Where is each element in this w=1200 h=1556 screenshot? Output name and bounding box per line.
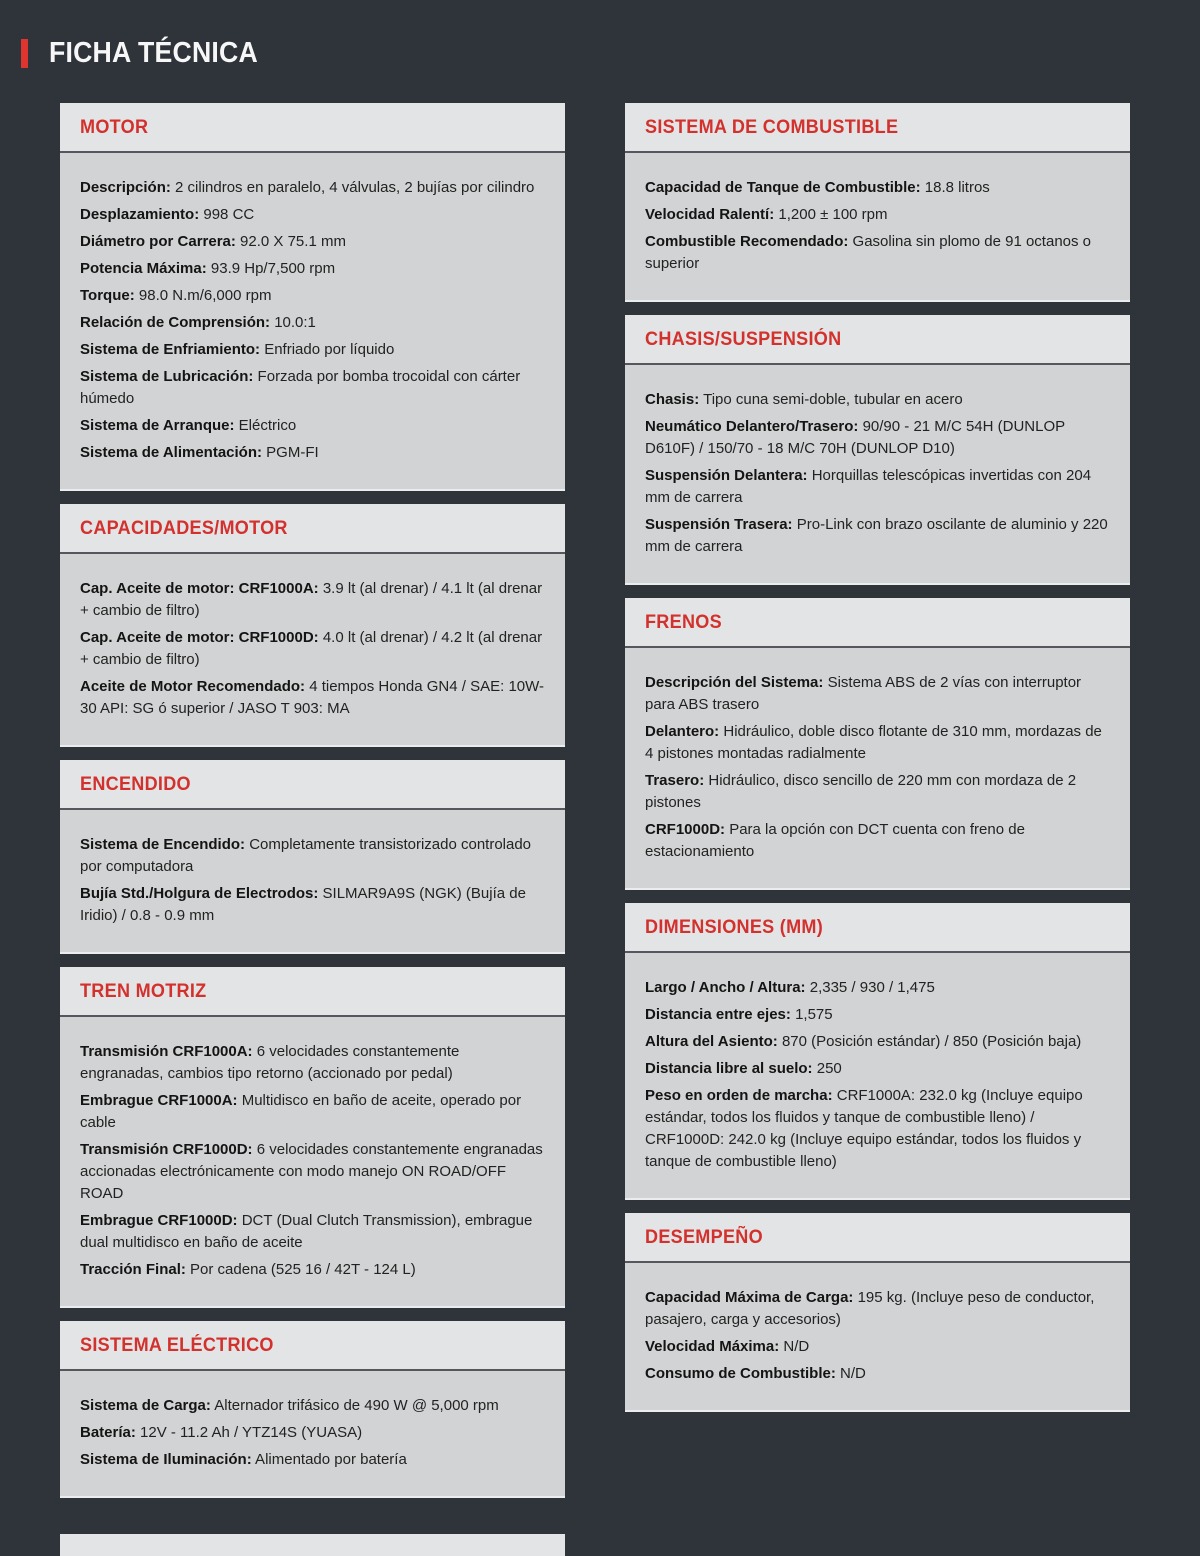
spec-card — [60, 1321, 565, 1498]
spec-line: Suspensión Trasera: Pro-Link con brazo oscilante de aluminio y 220 mm de carrera — [645, 516, 1108, 555]
section-title — [60, 504, 565, 554]
spec-card — [625, 103, 1130, 302]
section-body — [625, 153, 1130, 300]
spec-label: Sistema de Arranque: — [80, 417, 235, 434]
spec-line: Suspensión Delantera: Horquillas telescópicas invertidas con 204 mm de carrera — [645, 467, 1092, 506]
spec-label: Suspensión Delantera: — [645, 467, 808, 484]
spec-line: Largo / Ancho / Altura: 2,335 / 930 / 1,475 — [645, 979, 935, 996]
spec-line: Sistema de Carga: Alternador trifásico de 490 W @ 5,000 rpm — [80, 1397, 499, 1414]
spec-line: Sistema de Iluminación: Alimentado por batería — [80, 1451, 407, 1468]
section-body — [60, 153, 565, 489]
spec-label: Combustible Recomendado: — [645, 233, 849, 250]
section-title — [625, 1213, 1130, 1263]
spec-line: Capacidad Máxima de Carga: 195 kg. (Incluye peso de conductor, pasajero, carga y accesorios) — [645, 1289, 1095, 1328]
spec-label: Embrague CRF1000A: — [80, 1092, 238, 1109]
right-column — [625, 103, 1130, 1556]
spec-label: Bujía Std./Holgura de Electrodos: — [80, 885, 319, 902]
spec-line: Delantero: Hidráulico, doble disco flotante de 310 mm, mordazas de 4 pistones montadas radialmente — [645, 723, 1102, 762]
spec-label: Sistema de Iluminación: — [80, 1451, 252, 1468]
spec-line: Distancia libre al suelo: 250 — [645, 1060, 842, 1077]
section-title-text: TREN MOTRIZ — [80, 981, 207, 1002]
section-body — [60, 554, 565, 745]
spec-line: Sistema de Lubricación: Forzada por bomba trocoidal con cárter húmedo — [80, 368, 521, 407]
spec-line: Bujía Std./Holgura de Electrodos: SILMAR9A9S (NGK) (Bujía de Iridio) / 0.8 - 0.9 mm — [80, 885, 526, 924]
spec-label: Velocidad Máxima: — [645, 1338, 780, 1355]
section-title — [625, 103, 1130, 153]
spec-line: Desplazamiento: 998 CC — [80, 206, 255, 223]
spec-line: Consumo de Combustible: N/D — [645, 1365, 866, 1382]
spec-label: Sistema de Carga: — [80, 1397, 211, 1414]
spec-line: Potencia Máxima: 93.9 Hp/7,500 rpm — [80, 260, 336, 277]
spec-label: Batería: — [80, 1424, 136, 1441]
title-accent-bar — [21, 39, 28, 68]
spec-line: Combustible Recomendado: Gasolina sin plomo de 91 octanos o superior — [645, 233, 1092, 272]
spec-label: Altura del Asiento: — [645, 1033, 778, 1050]
spec-label: Capacidad de Tanque de Combustible: — [645, 179, 921, 196]
spec-label: Largo / Ancho / Altura: — [645, 979, 806, 996]
spec-line: Chasis: Tipo cuna semi-doble, tubular en acero — [645, 391, 963, 408]
spec-label: Delantero: — [645, 723, 720, 740]
spec-line: Altura del Asiento: 870 (Posición estándar) / 850 (Posición baja) — [645, 1033, 1082, 1050]
spec-line: Batería: 12V - 11.2 Ah / YTZ14S (YUASA) — [80, 1424, 363, 1441]
spec-label: CRF1000D: — [645, 821, 726, 838]
spec-card — [625, 315, 1130, 585]
section-title-text: CHASIS/SUSPENSIÓN — [645, 329, 842, 350]
spec-label: Cap. Aceite de motor: CRF1000A: — [80, 580, 319, 597]
spec-columns — [60, 103, 1130, 1556]
spec-label: Sistema de Encendido: — [80, 836, 246, 853]
spec-line: Descripción: 2 cilindros en paralelo, 4 válvulas, 2 bujías por cilindro — [80, 179, 535, 196]
section-title-text: DIMENSIONES (MM) — [645, 917, 824, 938]
spec-card — [60, 967, 565, 1308]
section-body — [625, 648, 1130, 888]
spec-label: Sistema de Enfriamiento: — [80, 341, 261, 358]
spec-label: Consumo de Combustible: — [645, 1365, 836, 1382]
spec-label: Cap. Aceite de motor: CRF1000D: — [80, 629, 319, 646]
section-title-text: CAPACIDADES/MOTOR — [80, 518, 288, 539]
section-title — [60, 760, 565, 810]
spec-label: Chasis: — [645, 391, 700, 408]
spec-line: Peso en orden de marcha: CRF1000A: 232.0 kg (Incluye equipo estándar, todos los fluidos y tanque de combustible lleno) / CRF1000D: 242.0 kg (Incluye equipo estándar, todos los fluidos y tanque de combustible lleno) — [645, 1087, 1083, 1170]
spec-line: Neumático Delantero/Trasero: 90/90 - 21 M/C 54H (DUNLOP D610F) / 150/70 - 18 M/C 70H (DUNLOP D10) — [645, 418, 1065, 457]
spec-label: Torque: — [80, 287, 135, 304]
spec-line: Cap. Aceite de motor: CRF1000D: 4.0 lt (al drenar) / 4.2 lt (al drenar + cambio de filtro) — [80, 629, 543, 668]
section-title-text: SISTEMA DE COMBUSTIBLE — [645, 117, 899, 138]
spec-label: Transmisión CRF1000A: — [80, 1043, 253, 1060]
spec-label: Trasero: — [645, 772, 705, 789]
section-body — [625, 953, 1130, 1198]
spec-label: Velocidad Ralentí: — [645, 206, 775, 223]
section-body — [625, 365, 1130, 583]
spec-line: Diámetro por Carrera: 92.0 X 75.1 mm — [80, 233, 346, 250]
spec-label: Diámetro por Carrera: — [80, 233, 236, 250]
spec-card — [625, 598, 1130, 890]
spec-line: Velocidad Máxima: N/D — [645, 1338, 810, 1355]
spec-card — [60, 760, 565, 954]
section-body — [60, 1017, 565, 1306]
section-body — [60, 1371, 565, 1496]
spec-label: Potencia Máxima: — [80, 260, 207, 277]
spec-label: Peso en orden de marcha: — [645, 1087, 833, 1104]
section-title — [60, 967, 565, 1017]
spec-label: Distancia libre al suelo: — [645, 1060, 813, 1077]
spec-line: Relación de Comprensión: 10.0:1 — [80, 314, 316, 331]
spec-label: Transmisión CRF1000D: — [80, 1141, 253, 1158]
spec-line: Descripción del Sistema: Sistema ABS de 2 vías con interruptor para ABS trasero — [645, 674, 1082, 713]
page-title: FICHA TÉCNICA — [49, 36, 258, 69]
section-title-text: SISTEMA ELÉCTRICO — [80, 1335, 274, 1356]
spec-line: Capacidad de Tanque de Combustible: 18.8 litros — [645, 179, 990, 196]
spec-label: Sistema de Alimentación: — [80, 444, 262, 461]
spec-line: Torque: 98.0 N.m/6,000 rpm — [80, 287, 272, 304]
spec-label: Desplazamiento: — [80, 206, 200, 223]
spec-line: Transmisión CRF1000A: 6 velocidades constantemente engranadas, cambios tipo retorno (accionado por pedal) — [80, 1043, 460, 1082]
spec-label: Descripción: — [80, 179, 171, 196]
section-title — [60, 103, 565, 153]
left-column — [60, 103, 565, 1556]
spec-line: Embrague CRF1000A: Multidisco en baño de aceite, operado por cable — [80, 1092, 522, 1131]
spec-line: Aceite de Motor Recomendado: 4 tiempos Honda GN4 / SAE: 10W-30 API: SG ó superior / JASO T 903: MA — [80, 678, 545, 717]
spec-line: Tracción Final: Por cadena (525 16 / 42T - 124 L) — [80, 1261, 416, 1278]
section-title-text: ENCENDIDO — [80, 774, 191, 795]
section-title-text: FRENOS — [645, 612, 722, 633]
section-body — [60, 810, 565, 952]
spec-line: Sistema de Arranque: Eléctrico — [80, 417, 297, 434]
spec-label: Sistema de Lubricación: — [80, 368, 254, 385]
spec-line: Distancia entre ejes: 1,575 — [645, 1006, 833, 1023]
spec-line: Cap. Aceite de motor: CRF1000A: 3.9 lt (al drenar) / 4.1 lt (al drenar + cambio de filtro) — [80, 580, 543, 619]
spec-label: Embrague CRF1000D: — [80, 1212, 238, 1229]
spec-card — [625, 1213, 1130, 1412]
section-title — [625, 903, 1130, 953]
spec-label: Tracción Final: — [80, 1261, 186, 1278]
spec-line: Embrague CRF1000D: DCT (Dual Clutch Transmission), embrague dual multidisco en baño de aceite — [80, 1212, 533, 1251]
spec-label: Suspensión Trasera: — [645, 516, 793, 533]
spec-line: Sistema de Enfriamiento: Enfriado por líquido — [80, 341, 395, 358]
spec-label: Neumático Delantero/Trasero: — [645, 418, 859, 435]
spec-line: Transmisión CRF1000D: 6 velocidades constantemente engranadas accionadas electrónicamente con modo manejo ON ROAD/OFF ROAD — [80, 1141, 543, 1202]
spec-card — [625, 903, 1130, 1200]
spec-label: Aceite de Motor Recomendado: — [80, 678, 306, 695]
section-title — [625, 598, 1130, 648]
spec-line: CRF1000D: Para la opción con DCT cuenta con freno de estacionamiento — [645, 821, 1025, 860]
section-title-text: MOTOR — [80, 117, 149, 138]
section-title — [625, 315, 1130, 365]
spec-line: Velocidad Ralentí: 1,200 ± 100 rpm — [645, 206, 888, 223]
section-title-text: DESEMPEÑO — [645, 1227, 763, 1248]
spec-card — [60, 103, 565, 491]
spec-card — [60, 504, 565, 747]
spec-label: Capacidad Máxima de Carga: — [645, 1289, 854, 1306]
section-body — [625, 1263, 1130, 1410]
spec-line: Sistema de Alimentación: PGM-FI — [80, 444, 319, 461]
spec-label: Relación de Comprensión: — [80, 314, 271, 331]
spec-line: Sistema de Encendido: Completamente transistorizado controlado por computadora — [80, 836, 532, 875]
spec-label: Descripción del Sistema: — [645, 674, 824, 691]
spec-line: Trasero: Hidráulico, disco sencillo de 220 mm con mordaza de 2 pistones — [645, 772, 1077, 811]
page-header — [21, 37, 1200, 69]
truncated-card-top — [60, 1534, 565, 1556]
spec-label: Distancia entre ejes: — [645, 1006, 791, 1023]
section-title — [60, 1321, 565, 1371]
